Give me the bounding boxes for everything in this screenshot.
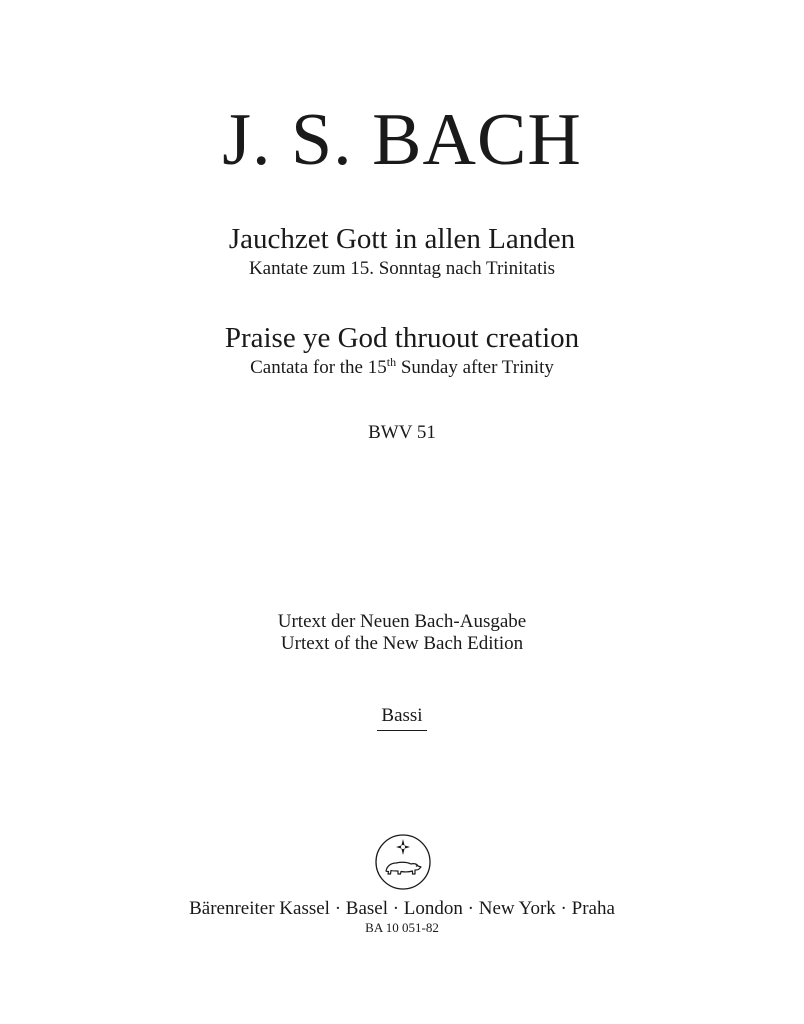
order-number: BA 10 051-82	[365, 920, 439, 935]
english-subtitle	[0, 357, 804, 379]
part-label	[0, 705, 804, 731]
bwv-number: BWV 51	[368, 422, 436, 443]
german-subtitle: Kantate zum 15. Sonntag nach Trinitatis	[248, 258, 556, 279]
baerenreiter-bear-logo-icon	[374, 833, 432, 891]
english-subtitle-end: Sunday after Trinity	[396, 357, 554, 378]
english-title: Praise ye God thruout creation	[224, 322, 580, 354]
edition-german: Urtext der Neuen Bach-Ausgabe	[277, 611, 527, 632]
ordinal-suffix: th	[386, 355, 397, 369]
german-title: Jauchzet Gott in allen Landen	[228, 223, 576, 255]
composer-name: J. S. BACH	[222, 99, 582, 181]
english-subtitle-start: Cantata for the 15	[250, 357, 387, 378]
edition-english: Urtext of the New Bach Edition	[280, 633, 524, 654]
publisher-imprint: Bärenreiter Kassel · Basel · London · New York · Praha	[189, 898, 615, 919]
part-name: Bassi	[377, 705, 426, 731]
